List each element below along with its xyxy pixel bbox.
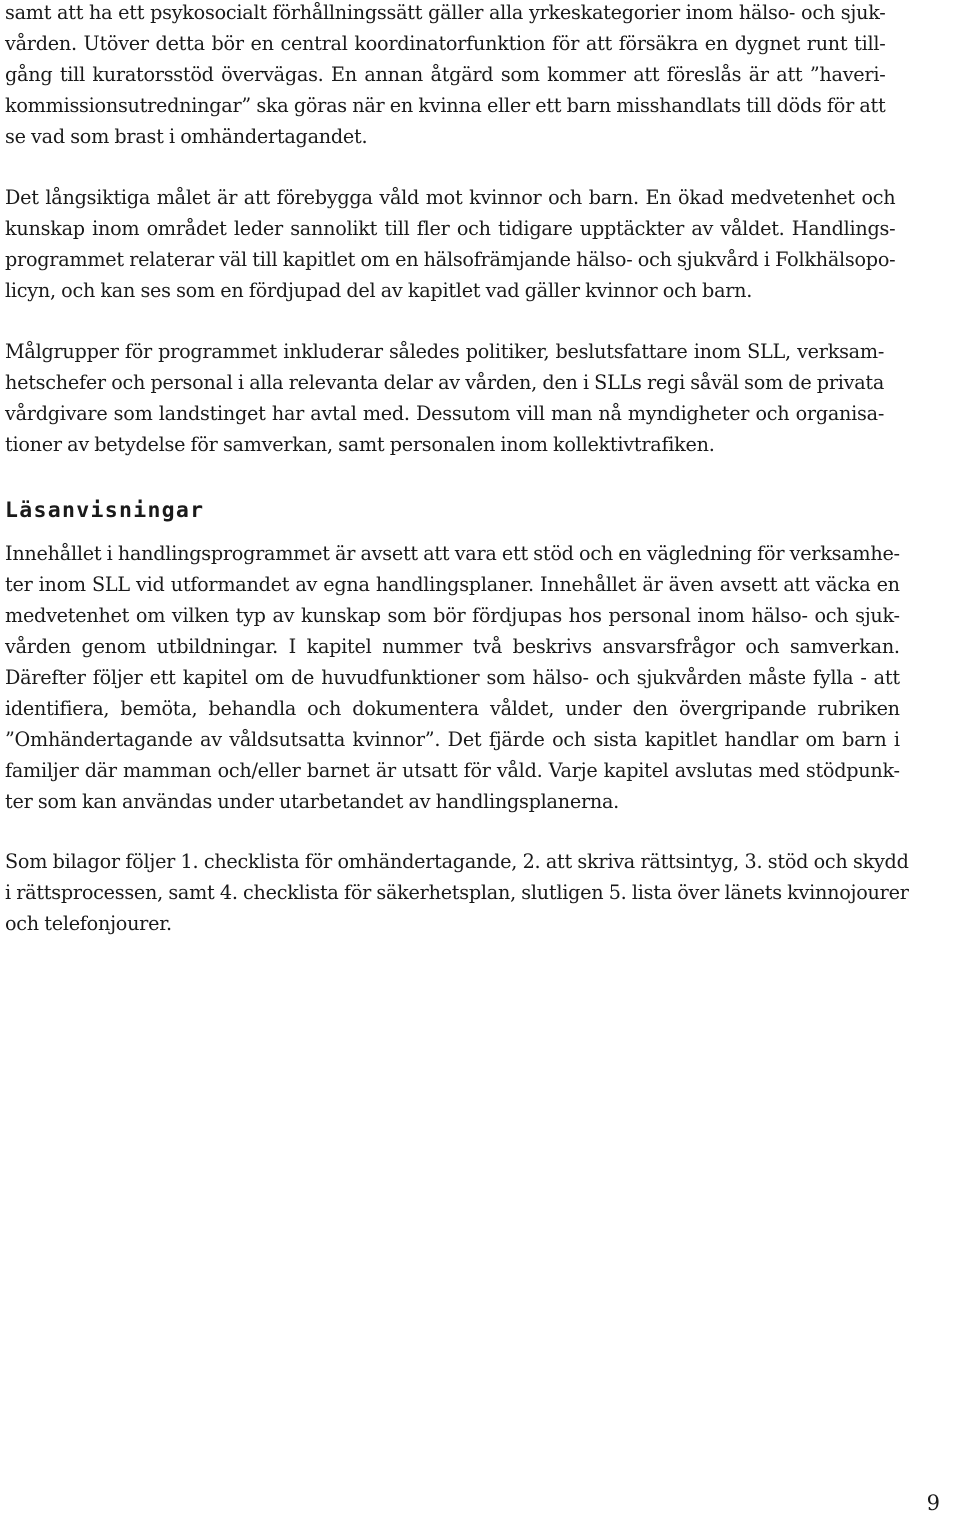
- text-line: gång till kuratorsstöd övervägas. En annan åtgärd som kommer att föreslås är att ”haveri-: [5, 63, 886, 86]
- text-line: medvetenhet om vilken typ av kunskap som bör fördjupas hos personal inom hälso- och sjuk-: [5, 604, 900, 627]
- text-line: hetschefer och personal i alla relevanta delar av vården, den i SLLs regi såväl som de privata: [5, 371, 885, 394]
- page-number: 9: [926, 1491, 940, 1515]
- text-line: licyn, och kan ses som en fördjupad del av kapitlet vad gäller kvinnor och barn.: [5, 279, 753, 302]
- text-line: vårdgivare som landstinget har avtal med. Dessutom vill man nå myndigheter och organisa-: [5, 402, 885, 425]
- text-line: ter inom SLL vid utformandet av egna handlingsplaner. Innehållet är även avsett att väcka en: [5, 573, 900, 596]
- text-line: identifiera, bemöta, behandla och dokumentera våldet, under den övergripande rubriken: [5, 697, 900, 720]
- text-line: familjer där mamman och/eller barnet är utsatt för våld. Varje kapitel avslutas med stödpunk-: [5, 759, 900, 782]
- text-line: ”Omhändertagande av våldsutsatta kvinnor”. Det fjärde och sista kapitlet handlar om barn i: [5, 728, 900, 751]
- text-line: Därefter följer ett kapitel om de huvudfunktioner som hälso- och sjukvården måste fylla - att: [5, 666, 900, 689]
- paragraph-coordination: [5, 0, 885, 152]
- text-line: och telefonjourer.: [5, 912, 172, 935]
- text-line: se vad som brast i omhändertagandet.: [5, 125, 368, 148]
- text-line: i rättsprocessen, samt 4. checklista för säkerhetsplan, slutligen 5. lista över länets kvinnojourer: [5, 881, 909, 904]
- text-line: programmet relaterar väl till kapitlet om en hälsofrämjande hälso- och sjukvård i Folkhälsopo-: [5, 248, 896, 271]
- paragraph-target-groups: [5, 336, 884, 460]
- paragraph-long-term-goal: [5, 182, 895, 306]
- paragraph-appendices: [5, 846, 909, 939]
- text-line: tioner av betydelse för samverkan, samt personalen inom kollektivtrafiken.: [5, 433, 715, 456]
- text-line: Målgrupper för programmet inkluderar således politiker, beslutsfattare inom SLL, verksam-: [5, 340, 885, 363]
- text-line: ter som kan användas under utarbetandet av handlingsplanerna.: [5, 790, 620, 813]
- paragraph-reading-guide: [5, 538, 900, 817]
- text-line: kommissionsutredningar” ska göras när en kvinna eller ett barn misshandlats till döds för att: [5, 94, 886, 117]
- text-line: samt att ha ett psykosocialt förhållningssätt gäller alla yrkeskategorier inom hälso- och sjuk-: [5, 1, 886, 24]
- text-line: Det långsiktiga målet är att förebygga våld mot kvinnor och barn. En ökad medvetenhet och: [5, 186, 896, 209]
- text-line: Innehållet i handlingsprogrammet är avsett att vara ett stöd och en vägledning för verksamhe-: [5, 542, 900, 565]
- text-line: kunskap inom området leder sannolikt till fler och tidigare upptäckter av våldet. Handlings-: [5, 217, 896, 240]
- text-line: vården. Utöver detta bör en central koordinatorfunktion för att försäkra en dygnet runt till-: [5, 32, 886, 55]
- section-heading: Läsanvisningar: [5, 498, 205, 523]
- text-line: Som bilagor följer 1. checklista för omhändertagande, 2. att skriva rättsintyg, 3. stöd och skydd: [5, 850, 909, 873]
- text-line: vården genom utbildningar. I kapitel nummer två beskrivs ansvarsfrågor och samverkan.: [5, 635, 900, 658]
